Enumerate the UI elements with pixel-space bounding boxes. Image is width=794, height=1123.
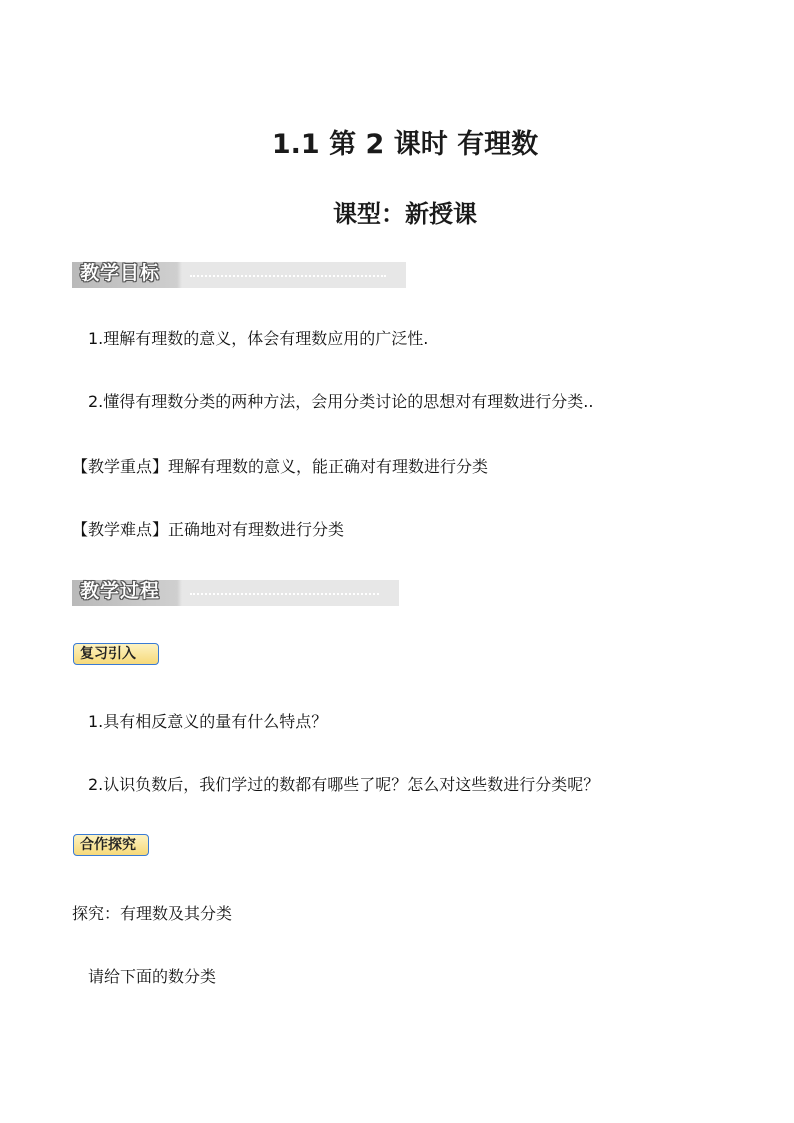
- section-banner-goals: [72, 262, 406, 288]
- page-title: 1.1 第 2 课时 有理数: [271, 129, 539, 160]
- banner-dots-decoration: [190, 275, 386, 277]
- explore-title: 探究：有理数及其分类: [72, 904, 233, 923]
- lesson-type: 课型：新授课: [333, 200, 477, 228]
- tag-review-intro: 复习引入: [73, 643, 159, 665]
- section-banner-process: [72, 580, 399, 606]
- key-point: 【教学重点】理解有理数的意义，能正确对有理数进行分类: [72, 457, 489, 476]
- review-question-1: 1.具有相反意义的量有什么特点？: [88, 712, 328, 731]
- tag-cooperative-explore: 合作探究: [73, 834, 149, 856]
- goal-item-1: 1.理解有理数的意义，体会有理数应用的广泛性.: [88, 329, 429, 348]
- difficult-point: 【教学难点】正确地对有理数进行分类: [72, 520, 345, 539]
- section-label-goals: 教学目标: [80, 262, 161, 284]
- banner-dots-decoration: [190, 593, 379, 595]
- section-label-process: 教学过程: [80, 580, 161, 602]
- goal-item-2: 2.懂得有理数分类的两种方法，会用分类讨论的思想对有理数进行分类..: [88, 392, 594, 411]
- explore-prompt: 请给下面的数分类: [88, 967, 217, 986]
- review-question-2: 2.认识负数后，我们学过的数都有哪些了呢？怎么对这些数进行分类呢？: [88, 775, 600, 794]
